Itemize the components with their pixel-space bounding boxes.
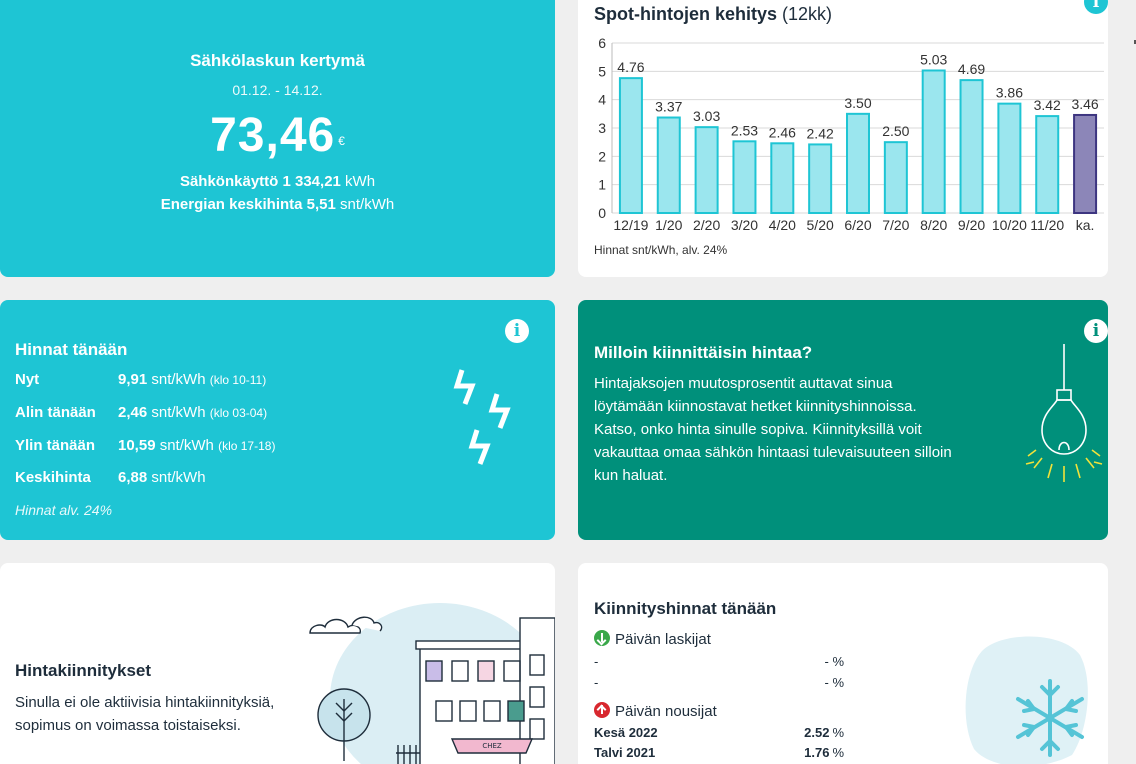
chart-bar (923, 70, 945, 213)
y-tick-label: 5 (598, 63, 606, 80)
price-row-value: 6,88 (118, 469, 148, 486)
chart-bar (1074, 115, 1096, 213)
chart-bar (696, 127, 718, 213)
bar-value-label: 4.69 (957, 61, 986, 78)
when-to-fix-text: Hintajaksojen muutosprosentit auttavat sinua löytämään kiinnostavat hetket kiinnityshinnoissa. Katso, onko hinta sinulle sopiva. Kiinnityksillä voit vakauttaa omaa sähkön hintaasi tulevaisuuteen silloin kun haluat. (594, 375, 952, 484)
price-row-time: (klo 10-11) (209, 373, 267, 387)
x-tick-label: 5/20 (806, 217, 834, 233)
chart-bar (620, 78, 642, 213)
chart-note: Hinnat snt/kWh, alv. 24% (594, 243, 728, 257)
when-to-fix-title: Milloin kiinnittäisin hintaa? (594, 343, 813, 362)
y-tick-label: 0 (598, 205, 606, 221)
snowflake-icon (962, 631, 1092, 764)
bar-value-label: 3.86 (995, 84, 1024, 101)
price-row-label: Ylin tänään (15, 437, 96, 454)
x-tick-label: 1/20 (655, 217, 683, 233)
risers-header (594, 702, 717, 720)
y-tick-label: 4 (598, 91, 606, 108)
avg-price-line (0, 196, 555, 213)
arrow-down-icon (594, 630, 610, 646)
bar-value-label: 3.37 (655, 98, 683, 115)
bar-value-label: 2.50 (882, 123, 910, 140)
fallers-row-name: - (594, 675, 599, 690)
risers-row-name: Kesä 2022 (594, 725, 658, 740)
bill-amount-value: 73,46 (210, 109, 336, 162)
fallers-row-value: - (824, 675, 829, 690)
price-row-time: (klo 03-04) (209, 406, 268, 420)
risers-row-unit: % (832, 725, 844, 740)
bar-value-label: 2.53 (730, 122, 759, 139)
bar-value-label: 5.03 (920, 51, 948, 68)
consumption-value: 1 334,21 (282, 173, 341, 190)
lightbulb-icon (1024, 344, 1104, 499)
fixing-prices-today-card (578, 563, 1108, 764)
x-tick-label: 4/20 (768, 217, 796, 233)
price-row-unit: snt/kWh (151, 404, 206, 421)
risers-row-name: Talvi 2021 (594, 745, 656, 760)
chart-bar (809, 144, 831, 213)
x-tick-label: 3/20 (730, 217, 759, 233)
y-tick-label: 6 (598, 35, 606, 51)
fallers-row-value: - (824, 654, 829, 669)
chart-title-main: Spot-hintojen kehitys (594, 4, 778, 24)
bar-value-label: 2.42 (806, 125, 834, 142)
spot-price-chart-card (578, 0, 1108, 277)
bill-currency: € (338, 134, 345, 148)
risers-label: Päivän nousijat (615, 703, 717, 720)
bill-period: 01.12. - 14.12. (232, 82, 323, 98)
chart-bar (961, 80, 983, 213)
chart-bar (658, 118, 680, 213)
when-to-fix-card (578, 300, 1108, 540)
chart-bar (733, 141, 755, 213)
price-row-label: Alin tänään (15, 404, 96, 421)
fallers-label: Päivän laskijat (615, 631, 711, 648)
chart-bar (847, 114, 869, 213)
avg-price-unit: snt/kWh (340, 196, 395, 213)
x-tick-label: 8/20 (920, 217, 948, 233)
chart-bar (771, 143, 793, 213)
bar-value-label: 3.03 (692, 108, 721, 125)
fallers-header (594, 630, 711, 648)
city-building-illustration (300, 603, 555, 764)
consumption-unit: kWh (345, 173, 376, 190)
price-row-label: Keskihinta (15, 469, 91, 486)
fallers-row-unit: % (832, 675, 844, 690)
x-tick-label: 12/19 (613, 217, 649, 233)
price-row-unit: snt/kWh (151, 469, 206, 486)
risers-row-value: 2.52 (804, 725, 830, 740)
bar-value-label: 3.50 (844, 94, 872, 111)
consumption-label: Sähkönkäyttö (179, 173, 279, 190)
spot-price-bar-chart (578, 0, 1108, 277)
arrow-up-icon (594, 702, 610, 718)
risers-row-value: 1.76 (804, 745, 830, 760)
chart-title-period: (12kk) (782, 4, 833, 24)
info-icon[interactable] (505, 319, 529, 343)
shop-sign: CHEZ (482, 742, 502, 750)
risers-row-unit: % (832, 745, 844, 760)
price-fixings-title: Hintakiinnitykset (15, 661, 152, 680)
bill-accumulation-card (0, 0, 555, 277)
x-tick-label: 2/20 (692, 217, 721, 233)
y-tick-label: 1 (598, 176, 606, 193)
bar-value-label: 3.42 (1033, 97, 1061, 114)
price-row-unit: snt/kWh (151, 371, 206, 388)
x-tick-label: 6/20 (844, 217, 872, 233)
x-tick-label: 7/20 (882, 217, 910, 233)
bar-value-label: 4.76 (617, 59, 645, 76)
price-fixings-card (0, 563, 555, 764)
fixing-prices-title: Kiinnityshinnat tänään (594, 599, 777, 618)
chart-bar (998, 104, 1020, 213)
fallers-row-name: - (594, 654, 599, 669)
x-tick-label: 10/20 (991, 217, 1027, 233)
fallers-row-unit: % (832, 654, 844, 669)
chart-bar (1036, 116, 1058, 213)
price-row-unit: snt/kWh (159, 437, 214, 454)
avg-price-label: Energian keskihinta (160, 196, 303, 213)
chart-bar (885, 142, 907, 213)
price-row-label: Nyt (15, 371, 40, 388)
price-fixings-text: Sinulla ei ole aktiivisia hintakiinnityksiä, sopimus on voimassa toistaiseksi. (15, 694, 275, 734)
lightning-icon (452, 368, 527, 473)
price-row-time: (klo 17-18) (218, 439, 276, 453)
avg-price-value: 5,51 (306, 196, 336, 213)
prices-today-footnote: Hinnat alv. 24% (15, 502, 113, 518)
x-tick-label: ka. (1075, 217, 1095, 233)
price-row-value: 2,46 (118, 404, 148, 421)
y-tick-label: 2 (598, 148, 606, 165)
info-icon[interactable] (1084, 319, 1108, 343)
consumption-line (0, 173, 555, 190)
price-row-value: 9,91 (118, 371, 148, 388)
bar-value-label: 2.46 (768, 124, 796, 141)
bill-amount (0, 108, 555, 163)
price-row-value: 10,59 (118, 437, 156, 454)
y-tick-label: 3 (598, 120, 606, 136)
bill-title: Sähkölaskun kertymä (190, 51, 365, 70)
info-icon[interactable] (1084, 0, 1108, 14)
bar-value-label: 3.46 (1071, 95, 1099, 112)
prices-today-title: Hinnat tänään (15, 340, 128, 359)
x-tick-label: 9/20 (957, 217, 986, 233)
x-tick-label: 11/20 (1030, 217, 1065, 233)
